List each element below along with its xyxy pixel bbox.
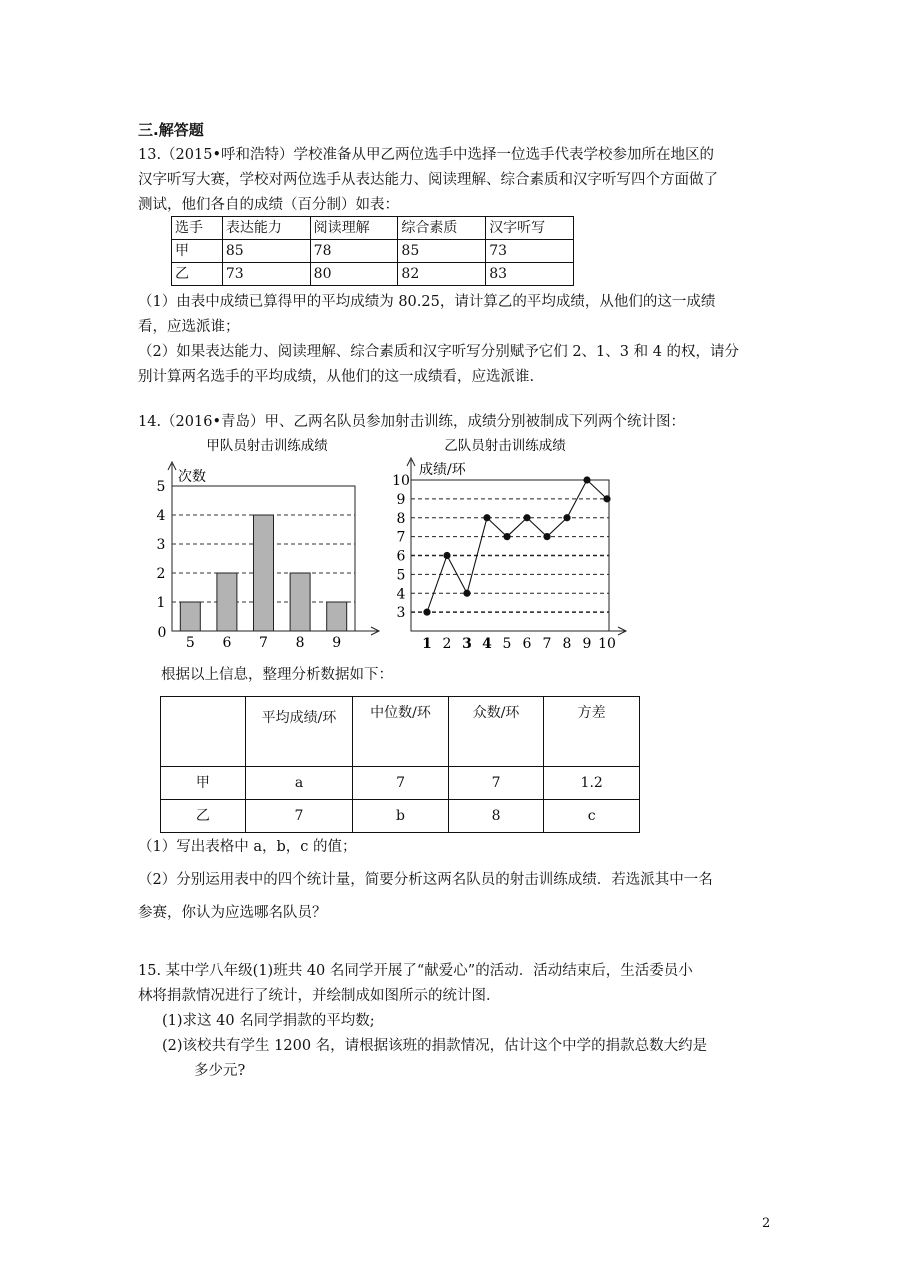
x-tick-label: 9 xyxy=(582,636,592,651)
page-number: 2 xyxy=(762,1216,771,1231)
table-cell: 阅读理解 xyxy=(310,217,398,240)
q15-sub2-line-1: (2)该校共有学生 1200 名，请根据该班的捐款情况，估计这个中学的捐款总数大约是 xyxy=(162,1038,708,1054)
table-cell: 83 xyxy=(486,263,574,286)
table-cell: 82 xyxy=(398,263,486,286)
table-cell: 表达能力 xyxy=(222,217,310,240)
table-cell: 73 xyxy=(222,263,310,286)
data-point xyxy=(503,533,510,540)
y-tick-label: 4 xyxy=(396,586,406,603)
x-tick-label: 8 xyxy=(562,636,572,651)
data-point xyxy=(443,552,450,559)
q13-line-2: 汉字听写大赛，学校对两位选手从表达能力、阅读理解、综合素质和汉字听写四个方面做了 xyxy=(138,172,718,188)
table-cell: 综合素质 xyxy=(398,217,486,240)
table-row xyxy=(161,800,640,833)
table-cell: 8 xyxy=(448,800,544,833)
q15-line-2: 林将捐款情况进行了统计，并绘制成如图所示的统计图． xyxy=(138,988,501,1004)
bar xyxy=(290,573,310,631)
line-chart-yi xyxy=(385,436,635,651)
x-tick-label: 6 xyxy=(522,636,532,651)
y-tick-label: 7 xyxy=(396,529,406,546)
x-tick-label: 2 xyxy=(442,636,452,651)
q15-sub2-line-2: 多少元? xyxy=(194,1063,246,1079)
bar-chart-jia xyxy=(150,436,385,651)
table-cell: 乙 xyxy=(161,800,246,833)
bar xyxy=(254,515,274,631)
table-cell: 中位数/环 xyxy=(353,697,449,767)
bar xyxy=(217,573,237,631)
y-tick-label: 1 xyxy=(156,595,166,611)
table-cell: c xyxy=(544,800,640,833)
q13-part2-line-1: （2）如果表达能力、阅读理解、综合素质和汉字听写分别赋予它们 2、1、3 和 4 的权，请分 xyxy=(138,344,740,360)
y-tick-label: 9 xyxy=(396,491,406,508)
q14-intro: 14.（2016•青岛）甲、乙两名队员参加射击训练，成绩分别被制成下列两个统计图： xyxy=(138,414,686,430)
table-cell: 7 xyxy=(245,800,353,833)
section-title: 三.解答题 xyxy=(138,121,204,139)
table-cell: 众数/环 xyxy=(448,697,544,767)
data-point xyxy=(603,495,610,502)
y-tick-label: 0 xyxy=(157,625,167,641)
q13-line-3: 测试，他们各自的成绩（百分制）如表： xyxy=(138,197,399,213)
table-cell: 平均成绩/环 xyxy=(245,697,353,767)
x-tick-label: 3 xyxy=(462,636,472,651)
x-tick-label: 8 xyxy=(295,635,305,651)
data-point xyxy=(483,514,490,521)
table-cell: 选手 xyxy=(172,217,223,240)
q14-summary-intro: 根据以上信息，整理分析数据如下： xyxy=(161,667,393,683)
q15-sub1: (1)求这 40 名同学捐款的平均数; xyxy=(162,1013,375,1029)
table-cell: 甲 xyxy=(172,240,223,263)
table-cell: 85 xyxy=(398,240,486,263)
x-tick-label: 6 xyxy=(222,635,232,651)
q13-part1-line-1: （1）由表中成绩已算得甲的平均成绩为 80.25，请计算乙的平均成绩，从他们的这一成绩 xyxy=(138,294,716,310)
x-tick-label: 1 xyxy=(422,636,432,651)
q15-line-1: 15. 某中学八年级(1)班共 40 名同学开展了“献爱心”的活动．活动结束后，生活委员小 xyxy=(138,963,693,979)
x-tick-label: 7 xyxy=(259,635,268,651)
x-tick-label: 10 xyxy=(598,636,616,651)
table-cell: 方差 xyxy=(544,697,640,767)
y-tick-label: 4 xyxy=(156,508,166,524)
y-tick-label: 3 xyxy=(156,537,166,553)
table-header-row xyxy=(172,217,574,240)
bar xyxy=(327,602,347,631)
table-cell: 甲 xyxy=(161,767,246,800)
table-cell: b xyxy=(353,800,449,833)
y-tick-label: 2 xyxy=(156,566,166,582)
q14-stats-table xyxy=(160,696,640,833)
y-tick-label: 3 xyxy=(396,605,406,622)
data-point xyxy=(423,609,430,616)
table-cell: 7 xyxy=(448,767,544,800)
chart-title: 乙队员射击训练成绩 xyxy=(444,438,566,454)
y-tick-label: 6 xyxy=(396,548,406,565)
data-point xyxy=(563,514,570,521)
x-tick-label: 7 xyxy=(542,636,552,651)
table-cell: 78 xyxy=(310,240,398,263)
y-tick-label: 5 xyxy=(156,479,166,495)
y-tick-label: 10 xyxy=(392,473,410,489)
table-cell: 80 xyxy=(310,263,398,286)
q13-line-1: 13.（2015•呼和浩特）学校准备从甲乙两位选手中选择一位选手代表学校参加所在地区的 xyxy=(138,147,715,163)
y-tick-label: 5 xyxy=(396,567,406,584)
bar xyxy=(180,602,200,631)
chart-title: 甲队员射击训练成绩 xyxy=(206,438,328,454)
table-cell: 7 xyxy=(353,767,449,800)
table-cell xyxy=(161,697,246,767)
table-cell: a xyxy=(245,767,353,800)
q13-part2-line-2: 别计算两名选手的平均成绩，从他们的这一成绩看，应选派谁. xyxy=(138,369,535,385)
q13-score-table xyxy=(171,216,574,286)
q14-part2-line-2: 参赛，你认为应选哪名队员？ xyxy=(138,905,327,921)
table-cell: 汉字听写 xyxy=(486,217,574,240)
x-tick-label: 5 xyxy=(502,636,512,651)
table-header-row xyxy=(161,697,640,767)
y-axis-label: 次数 xyxy=(178,469,206,485)
q13-part1-line-2: 看，应选派谁； xyxy=(138,319,240,335)
y-tick-label: 8 xyxy=(396,510,406,527)
table-cell: 乙 xyxy=(172,263,223,286)
q14-part2-line-1: （2）分别运用表中的四个统计量，简要分析这两名队员的射击训练成绩．若选派其中一名 xyxy=(138,872,713,888)
series-line xyxy=(427,480,607,612)
table-row xyxy=(161,767,640,800)
y-axis-label: 成绩/环 xyxy=(419,462,466,478)
table-cell: 73 xyxy=(486,240,574,263)
data-point xyxy=(523,514,530,521)
x-tick-label: 5 xyxy=(185,635,195,651)
data-point xyxy=(583,476,590,483)
table-cell: 1.2 xyxy=(544,767,640,800)
table-cell: 85 xyxy=(222,240,310,263)
q14-part1: （1）写出表格中 a，b，c 的值； xyxy=(138,839,357,855)
x-tick-label: 4 xyxy=(482,636,492,651)
x-tick-label: 9 xyxy=(332,635,342,651)
data-point xyxy=(543,533,550,540)
table-row xyxy=(172,240,574,263)
data-point xyxy=(463,590,470,597)
table-row xyxy=(172,263,574,286)
